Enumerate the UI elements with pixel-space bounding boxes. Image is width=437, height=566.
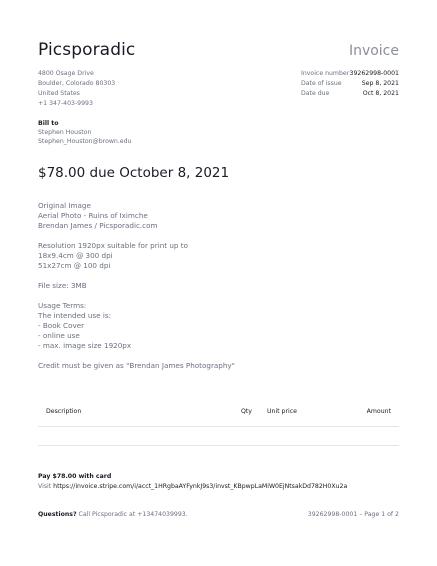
bill-to-name: Stephen Houston [38,129,92,136]
filesize-block [38,281,235,291]
item-block [38,201,235,231]
invoice-notes [38,201,235,381]
questions-label: Questions? [38,511,77,518]
invoice-meta [301,69,399,99]
note-line: Usage Terms: [38,301,87,310]
document-title: Invoice [348,43,399,59]
due-date-row [301,89,399,99]
note-line: Credit must be given as "Brendan James Photography" [38,361,235,370]
invoice-number-label: Invoice number [301,70,350,77]
invoice-number-value: 39262998-0001 [349,70,399,77]
credit-block [38,361,235,371]
payment-visit-line [38,482,347,492]
bill-to-heading: Bill to [38,120,59,127]
note-line: - max. image size 1920px [38,341,132,350]
note-line: Resolution 1920px suitable for print up to [38,241,188,250]
issue-date-label: Date of issue [301,80,342,87]
note-line: The intended use is: [38,311,112,320]
payment-heading: Pay $78.00 with card [38,473,112,480]
col-amount: Amount [366,408,391,415]
payment-section [38,472,347,491]
note-line: Aerial Photo - Ruins of Iximche [38,211,148,220]
sender-address [38,69,115,109]
note-line: 18x9.4cm @ 300 dpi [38,251,113,260]
due-date-value: Oct 8, 2021 [362,90,399,97]
resolution-block [38,241,235,271]
address-country: United States [38,90,80,97]
note-line: Brendan James / Picsporadic.com [38,221,158,230]
brand-name: Picsporadic [38,40,136,60]
col-description: Description [46,408,82,415]
sender-phone: +1 347-403-9993 [38,100,93,107]
invoice-number-row [301,69,399,79]
payment-link[interactable]: https://invoice.stripe.com/i/acct_1HRgbaAYFynkJ9s3/invst_KBpwpLaMiW0EjNtsakDd782H0Xu2a [53,482,348,490]
questions-text: Call Picsporadic at +13474039993. [78,511,188,518]
footer-page-info: 39262998-0001 – Page 1 of 2 [307,511,399,518]
table-divider [38,445,399,446]
bill-to [38,119,131,146]
issue-date-value: Sep 8, 2021 [361,80,399,87]
issue-date-row [301,79,399,89]
col-qty: Qty [241,408,252,415]
address-line-1: 4800 Osage Drive [38,70,94,77]
note-line: - Book Cover [38,321,85,330]
note-line: - online use [38,331,80,340]
note-line: Original Image [38,201,91,210]
visit-label: Visit [38,482,52,490]
footer-questions [38,511,188,518]
bill-to-email: Stephen_Houston@brown.edu [38,138,132,145]
address-line-2: Boulder, Colorado 80303 [38,80,116,87]
note-line: File size: 3MB [38,281,87,290]
table-divider [38,426,399,427]
usage-block [38,301,235,351]
amount-due-heading: $78.00 due October 8, 2021 [38,165,230,181]
note-line: 51x27cm @ 100 dpi [38,261,111,270]
due-date-label: Date due [301,90,330,97]
col-unit-price: Unit price [267,408,297,415]
